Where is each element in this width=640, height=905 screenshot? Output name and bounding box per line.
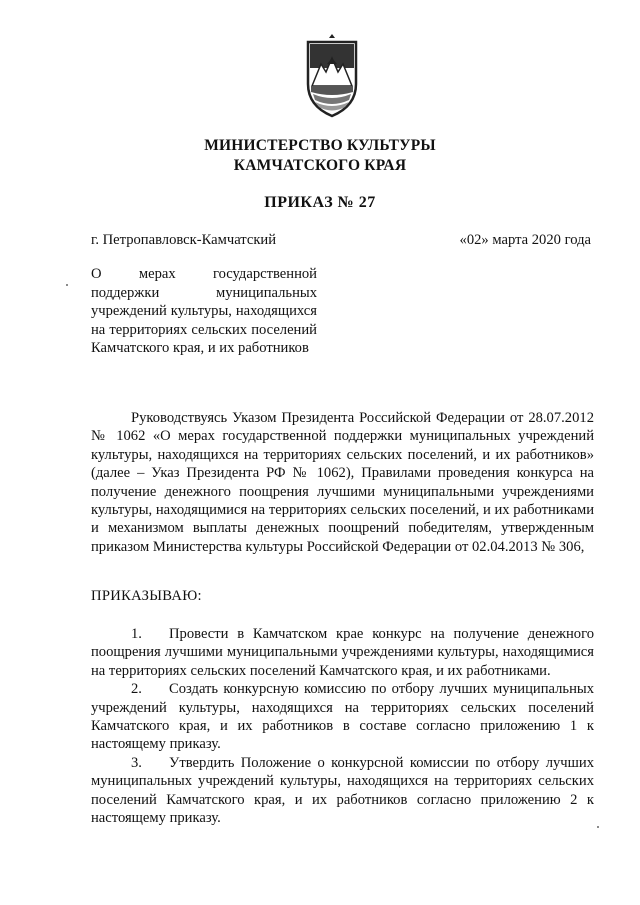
order-item-number: 1. — [131, 626, 142, 642]
ministry-name — [0, 136, 640, 176]
order-item — [91, 754, 594, 828]
order-item-text: Утвердить Положение о конкурсной комиссии по отбору лучших муниципальных учреждений культуры, находящихся на территориях сельских поселений Камчатского края, и их работников согласно приложению 2 к настоящему приказу. — [91, 754, 594, 827]
ministry-name-line1: МИНИСТЕРСТВО КУЛЬТУРЫ — [204, 137, 436, 154]
ministry-name-line2: КАМЧАТСКОГО КРАЯ — [233, 157, 407, 174]
order-item-text: Создать конкурсную комиссию по отбору лучших муниципальных учреждений культуры, находящихся на территориях сельских поселений Камчатского края, и их работников в составе согласно приложению 1 к настоящему приказу. — [91, 681, 594, 753]
order-item — [91, 625, 594, 680]
order-item-number: 2. — [131, 681, 142, 698]
scan-speck — [66, 284, 68, 286]
city: г. Петропавловск-Камчатский — [91, 232, 277, 248]
order-subject: О мерах государственной поддержки муниципальных учреждений культуры, находящихся на территориях сельских поселений Камчатского края, и их работников — [91, 266, 317, 356]
order-items-list — [91, 625, 594, 827]
order-item — [91, 680, 594, 754]
order-item-number: 3. — [131, 754, 142, 771]
order-item-text: Провести в Камчатском крае конкурс на получение денежного поощрения лучшими муниципальными учреждениями культуры, находящимися на территориях сельских поселений Камчатского края, и их работниками. — [91, 626, 594, 679]
preamble-paragraph: Руководствуясь Указом Президента Российской Федерации от 28.07.2012 № 1062 «О мерах государственной поддержки муниципальных учреждений культуры, находящихся на территориях сельских поселений, и их работников» (далее – Указ Президента РФ № 1062), Правилами проведения конкурса на получение денежного поощрения лучшими муниципальными учреждениями культуры, находящимися на территориях сельских поселений, и их работниками и механизмом выплаты денежных поощрений победителям, утвержденным приказом Министерства культуры Российской Федерации от 02.04.2013 № 306, — [91, 410, 594, 555]
order-title: ПРИКАЗ № 27 — [264, 194, 376, 211]
scan-speck — [597, 826, 599, 828]
decree-word: ПРИКАЗЫВАЮ: — [91, 588, 202, 604]
kamchatka-coat-of-arms-icon — [305, 34, 359, 120]
order-date: «02» марта 2020 года — [459, 232, 591, 248]
